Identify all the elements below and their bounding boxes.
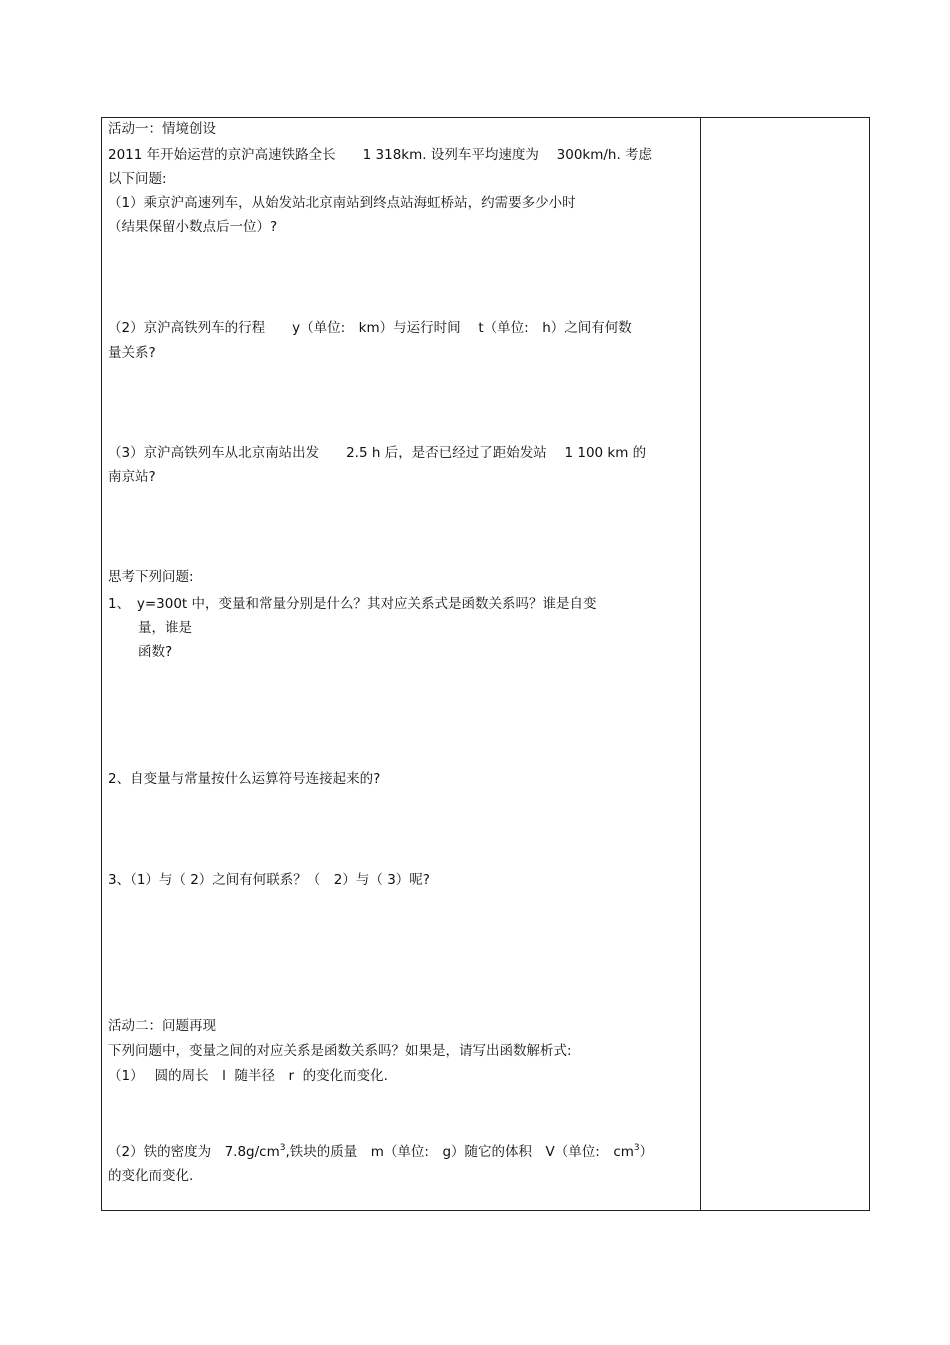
problem2-superscript-2: 3 [633, 1143, 640, 1153]
activity2-problem2-line2: 的变化而变化. [108, 1168, 194, 1184]
question3-line1: （3）京沪高铁列车从北京南站出发 2.5 h 后，是否已经过了距始发站 1 100 km 的 [108, 445, 647, 461]
question1-line2: （结果保留小数点后一位）? [108, 219, 278, 235]
think-item3: 3、（1）与（ 2）之间有何联系？（ 2）与（ 3）呢? [108, 872, 430, 888]
think-item1-line1: 1、 y=300t 中，变量和常量分别是什么？其对应关系式是函数关系吗？谁是自变 [108, 596, 597, 612]
activity2-heading: 活动二：问题再现 [108, 1018, 216, 1034]
think-item2: 2、自变量与常量按什么运算符号连接起来的? [108, 771, 381, 787]
problem2-close-paren: ） [639, 1144, 654, 1160]
think-item1-line2: 量，谁是 [138, 620, 192, 636]
activity1-intro-line1: 2011 年开始运营的京沪高速铁路全长 1 318km. 设列车平均速度为 300km/h. 考虑 [108, 147, 653, 163]
question2-line1: （2）京沪高铁列车的行程 y（单位: km）与运行时间 t（单位: h）之间有何数 [108, 320, 632, 336]
activity1-intro-line2: 以下问题: [108, 171, 167, 187]
activity1-heading: 活动一：情境创设 [108, 121, 216, 137]
think-heading: 思考下列问题: [108, 569, 194, 585]
problem2-superscript-1: 3 [279, 1143, 286, 1153]
question3-line2: 南京站? [108, 469, 156, 485]
activity2-intro: 下列问题中，变量之间的对应关系是函数关系吗？如果是，请写出函数解析式: [108, 1043, 572, 1059]
think-item1-line3: 函数? [138, 644, 173, 660]
question1-line1: （1）乘京沪高速列车，从始发站北京南站到终点站海虹桥站，约需要多少小时 [108, 195, 576, 211]
notes-column-cell [701, 118, 869, 1210]
activity2-problem1: （1） 圆的周长 l 随半径 r 的变化而变化. [108, 1068, 388, 1084]
question2-line2: 量关系? [108, 345, 156, 361]
problem2-density-text: （2）铁的密度为 7.8g/cm [108, 1144, 280, 1160]
problem2-mass-volume-text: ,铁块的质量 m（单位: g）随它的体积 V（单位: cm [285, 1144, 634, 1160]
activity2-problem2-line1 [108, 1144, 653, 1160]
